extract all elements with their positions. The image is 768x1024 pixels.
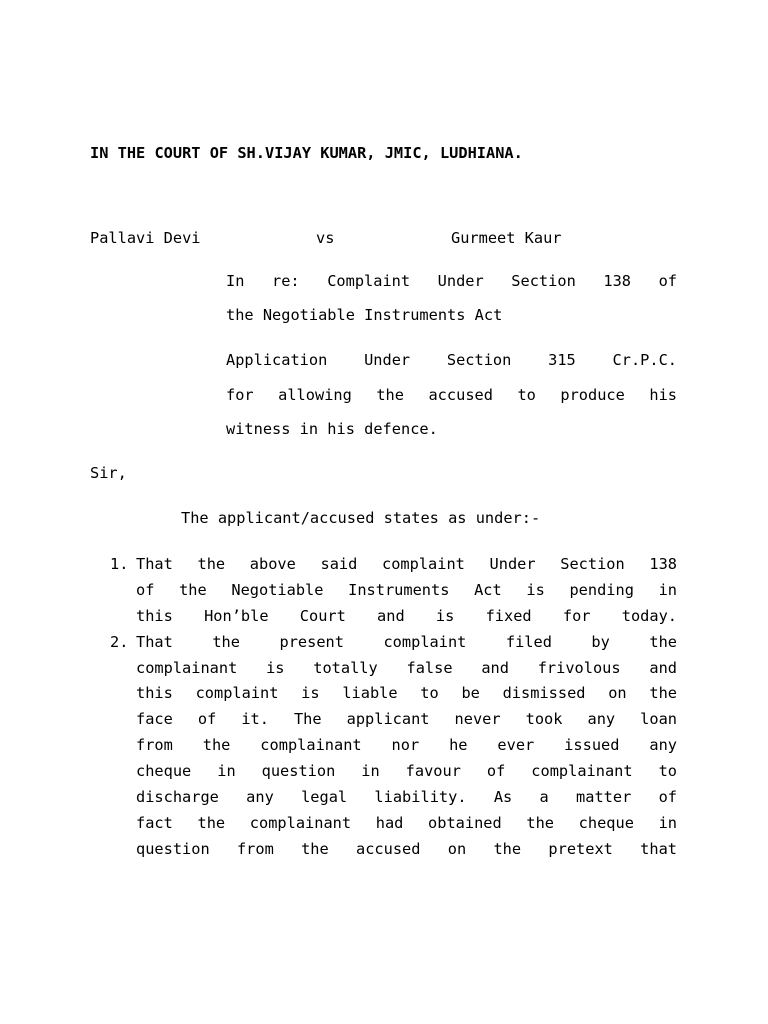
list-item-line: of the Negotiable Instruments Act is pending in [136,581,677,599]
salutation: Sir, [90,464,127,482]
list-item-line: cheque in question in favour of complainant to [136,762,677,780]
list-item-number: 1. [110,555,129,573]
list-item-line: fact the complainant had obtained the cheque in [136,814,677,832]
list-item-line: face of it. The applicant never took any loan [136,710,677,728]
respondent-name: Gurmeet Kaur [451,229,562,247]
application-line: witness in his defence. [226,420,438,438]
list-item-number: 2. [110,633,129,651]
list-item-line: question from the accused on the pretext that [136,840,677,858]
versus-label: vs [316,229,335,247]
subject-re-line: In re: Complaint Under Section 138 of [226,272,677,290]
list-item-line: That the above said complaint Under Section 138 [136,555,677,573]
application-line: Application Under Section 315 Cr.P.C. [226,351,677,369]
subject-re-line: the Negotiable Instruments Act [226,306,503,324]
list-item-line: this Hon’ble Court and is fixed for today. [136,607,677,625]
intro-statement: The applicant/accused states as under:- [181,509,541,527]
list-item-line: this complaint is liable to be dismissed on the [136,684,677,702]
list-item-line: discharge any legal liability. As a matter of [136,788,677,806]
list-item-line: That the present complaint filed by the [136,633,677,651]
petitioner-name: Pallavi Devi [90,229,201,247]
list-item-line: complainant is totally false and frivolous and [136,659,677,677]
application-line: for allowing the accused to produce his [226,386,677,404]
court-heading: IN THE COURT OF SH.VIJAY KUMAR, JMIC, LUDHIANA. [90,144,523,162]
list-item-line: from the complainant nor he ever issued any [136,736,677,754]
